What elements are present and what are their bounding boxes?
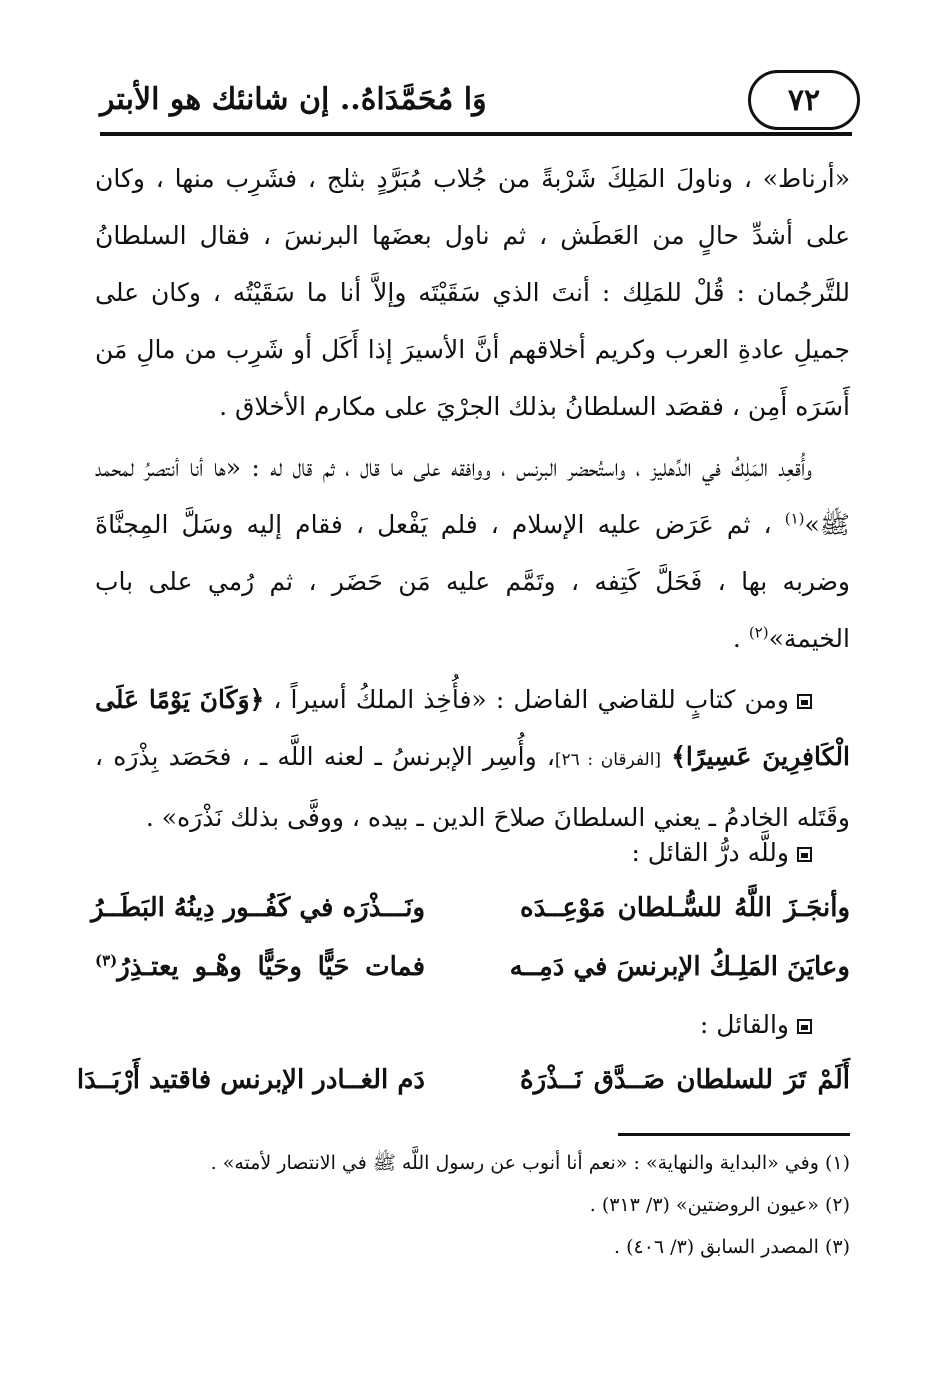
paragraph-2: وأُقعِد المَلِكُ في الدِّهليز ، واستُحضر البرنس ، ووافقه على ما قال ، ثم قال له : «ها أنا أنتصرُ لمحمد ﷺ»$^{(١)}$ ، ثم عَرَض عليه الإسلام ، فلم يَفْعل ، فقام إليه وسَلَّ المِجنَّاةَ وضربه بها ، فَحَلَّ كَتِفه ، وتَمَّم عليه مَن حَضَر ، ثم رُمي على باب الخيمة»$^{(٢)}$ . xyxy=(95,453,850,653)
poem-hemistich-left: ونَـــذْرَه في كَفُــور دِينُهُ البَطَــرُ xyxy=(90,893,425,923)
page-number: ٧٢ xyxy=(787,82,821,118)
paragraph-3: ومن كتابٍ للقاضي الفاضل : «فأُخِذ الملكُ أسيراً ، ﴿وَكَانَ يَوْمًا عَلَى الْكَافِرِينَ عَسِيرًا﴾ [الفرقان : ٢٦]، وأُسِر الإبرنسُ ـ لعنه اللَّه ـ ، فحَصَد بِذْرَه ، وقَتَله الخادمُ ـ يعني السلطانَ صلاحَ الدين ـ بيده ، ووفَّى بذلك نَذْرَه» . xyxy=(95,685,850,832)
poem-hemistich-right: وعايَنَ المَلِـكُ الإبرنسَ في دَمِــه xyxy=(509,952,850,982)
poem-hemistich-right: وأنجَـزَ اللَّهُ للسُّـلطان مَوْعِــدَه xyxy=(520,893,850,923)
poem-hemistich-right: أَلَمْ تَرَ للسلطان صَــدَّق نَــذْرَهُ xyxy=(520,1065,850,1095)
poem-hemistich-left: دَم الغــادر الإبرنس فاقتيد أَرْبَــدَا xyxy=(76,1065,425,1095)
quran-verse: ﴿وَكَانَ يَوْمًا عَلَى الْكَافِرِينَ عَسِيرًا﴾ xyxy=(95,685,850,771)
poem-verse-1 xyxy=(90,893,850,953)
poet-intro-2: والقائل : xyxy=(95,1010,850,1039)
paragraph-1: «أرناط» ، وناولَ المَلِكَ شَرْبةً من جُلاب مُبَرَّدٍ بثلج ، فشَرِب منها ، وكان على أشدِّ حالٍ من العَطَش ، ثم ناول بعضَها البرنسَ ، فقال السلطانُ للتَّرجُمان : قُلْ للمَلِك : أنتَ الذي سَقَيْتَه وإلاَّ أنا ما سَقَيْتُه ، وكان على جميلِ عادةِ العرب وكريم أخلاقهم أنَّ الأسيرَ إذا أَكَل أو شَرِب من مالِ مَن أَسَرَه أَمِن ، فقصَد السلطانُ بذلك الجرْيَ على مكارم الأخلاق . xyxy=(95,164,850,421)
footnote-ref-2: (٢) xyxy=(748,623,769,642)
footnote-ref-3: (٣) xyxy=(95,951,118,970)
running-title: وَا مُحَمَّدَاهُ.. إن شانئك هو الأبتر xyxy=(100,82,487,117)
page-header xyxy=(100,70,852,136)
main-text xyxy=(95,150,850,850)
footnote-3: (٣) المصدر السابق (٣/ ٤٠٦) . xyxy=(614,1236,850,1258)
page-number-badge xyxy=(748,70,860,130)
square-bullet-icon xyxy=(797,694,812,709)
verse-reference: [الفرقان : ٢٦] xyxy=(554,750,662,770)
footnote-2: (٢) «عيون الروضتين» (٣/ ٣١٣) . xyxy=(589,1194,850,1216)
poet-intro-1: وللَّه درُّ القائل : xyxy=(95,838,850,867)
footnote-ref-1: (١) xyxy=(784,509,805,528)
poem-verse-3 xyxy=(76,1065,850,1125)
footnote-1: (١) وفي «البداية والنهاية» : «نعم أنا أنوب عن رسول اللَّه ﷺ في الانتصار لأمته» . xyxy=(210,1152,850,1174)
footnotes xyxy=(95,1142,850,1268)
footnote-divider xyxy=(618,1133,850,1136)
poem-hemistich-left: فمات حَيًّا وحَيًّا وهْـو يعتـذِرُ$^{(٣)}$ xyxy=(95,951,425,982)
square-bullet-icon xyxy=(797,847,812,862)
square-bullet-icon xyxy=(797,1019,812,1034)
poem-verse-2 xyxy=(95,952,850,1012)
